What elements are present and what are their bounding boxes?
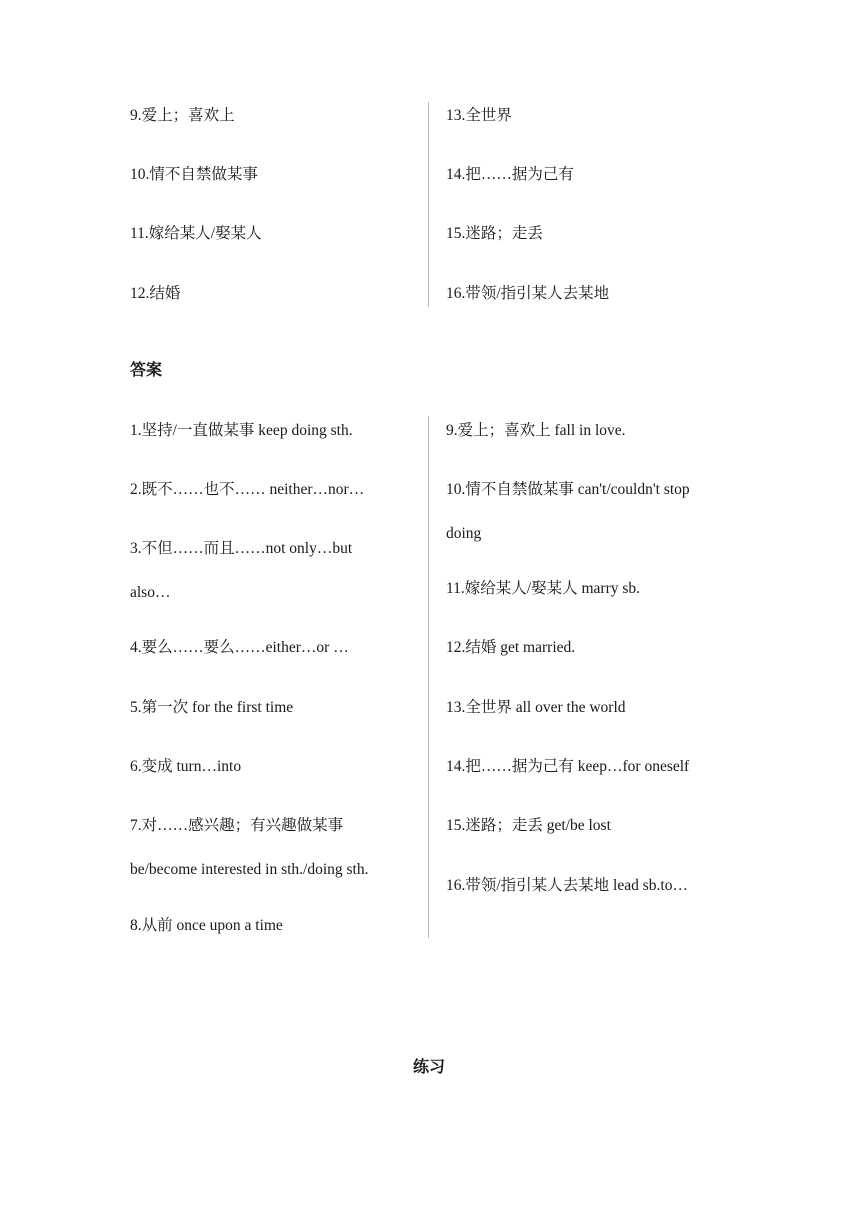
column-divider [428, 416, 429, 938]
answer-item: also… [130, 584, 171, 601]
answer-item: 11.嫁给某人/娶某人 marry sb. [446, 580, 641, 597]
answer-item: 12.结婚 get married. [446, 639, 576, 656]
answer-item: 6.变成 turn…into [130, 758, 242, 775]
answer-item: 14.把……据为己有 keep…for oneself [446, 758, 690, 775]
phrase-item: 14.把……据为己有 [446, 166, 574, 183]
phrase-item: 11.嫁给某人/娶某人 [130, 225, 262, 242]
answer-item: 4.要么……要么……either…or … [130, 639, 349, 656]
phrase-item: 15.迷路；走丢 [446, 225, 543, 242]
answer-item: 7.对……感兴趣；有兴趣做某事 [130, 817, 344, 834]
phrase-item: 13.全世界 [446, 107, 512, 124]
answer-item: 10.情不自禁做某事 can't/couldn't stop [446, 481, 690, 498]
answer-heading: 答案 [130, 362, 163, 379]
phrase-item: 10.情不自禁做某事 [130, 166, 258, 183]
answer-item: 3.不但……而且……not only…but [130, 540, 353, 557]
answer-item: 13.全世界 all over the world [446, 699, 626, 716]
answer-item: 16.带领/指引某人去某地 lead sb.to… [446, 877, 688, 894]
answer-item: 2.既不……也不…… neither…nor… [130, 481, 365, 498]
answer-item: doing [446, 525, 482, 542]
phrase-item: 12.结婚 [130, 285, 181, 302]
answer-item: 15.迷路；走丢 get/be lost [446, 817, 611, 834]
answer-item: 8.从前 once upon a time [130, 917, 283, 934]
answer-item: 9.爱上；喜欢上 fall in love. [446, 422, 626, 439]
answer-item: 5.第一次 for the first time [130, 699, 294, 716]
answer-item: 1.坚持/一直做某事 keep doing sth. [130, 422, 353, 439]
answer-item: be/become interested in sth./doing sth. [130, 861, 369, 878]
practice-heading: 练习 [413, 1059, 446, 1076]
phrase-item: 16.带领/指引某人去某地 [446, 285, 610, 302]
phrase-item: 9.爱上；喜欢上 [130, 107, 235, 124]
column-divider [428, 102, 429, 307]
